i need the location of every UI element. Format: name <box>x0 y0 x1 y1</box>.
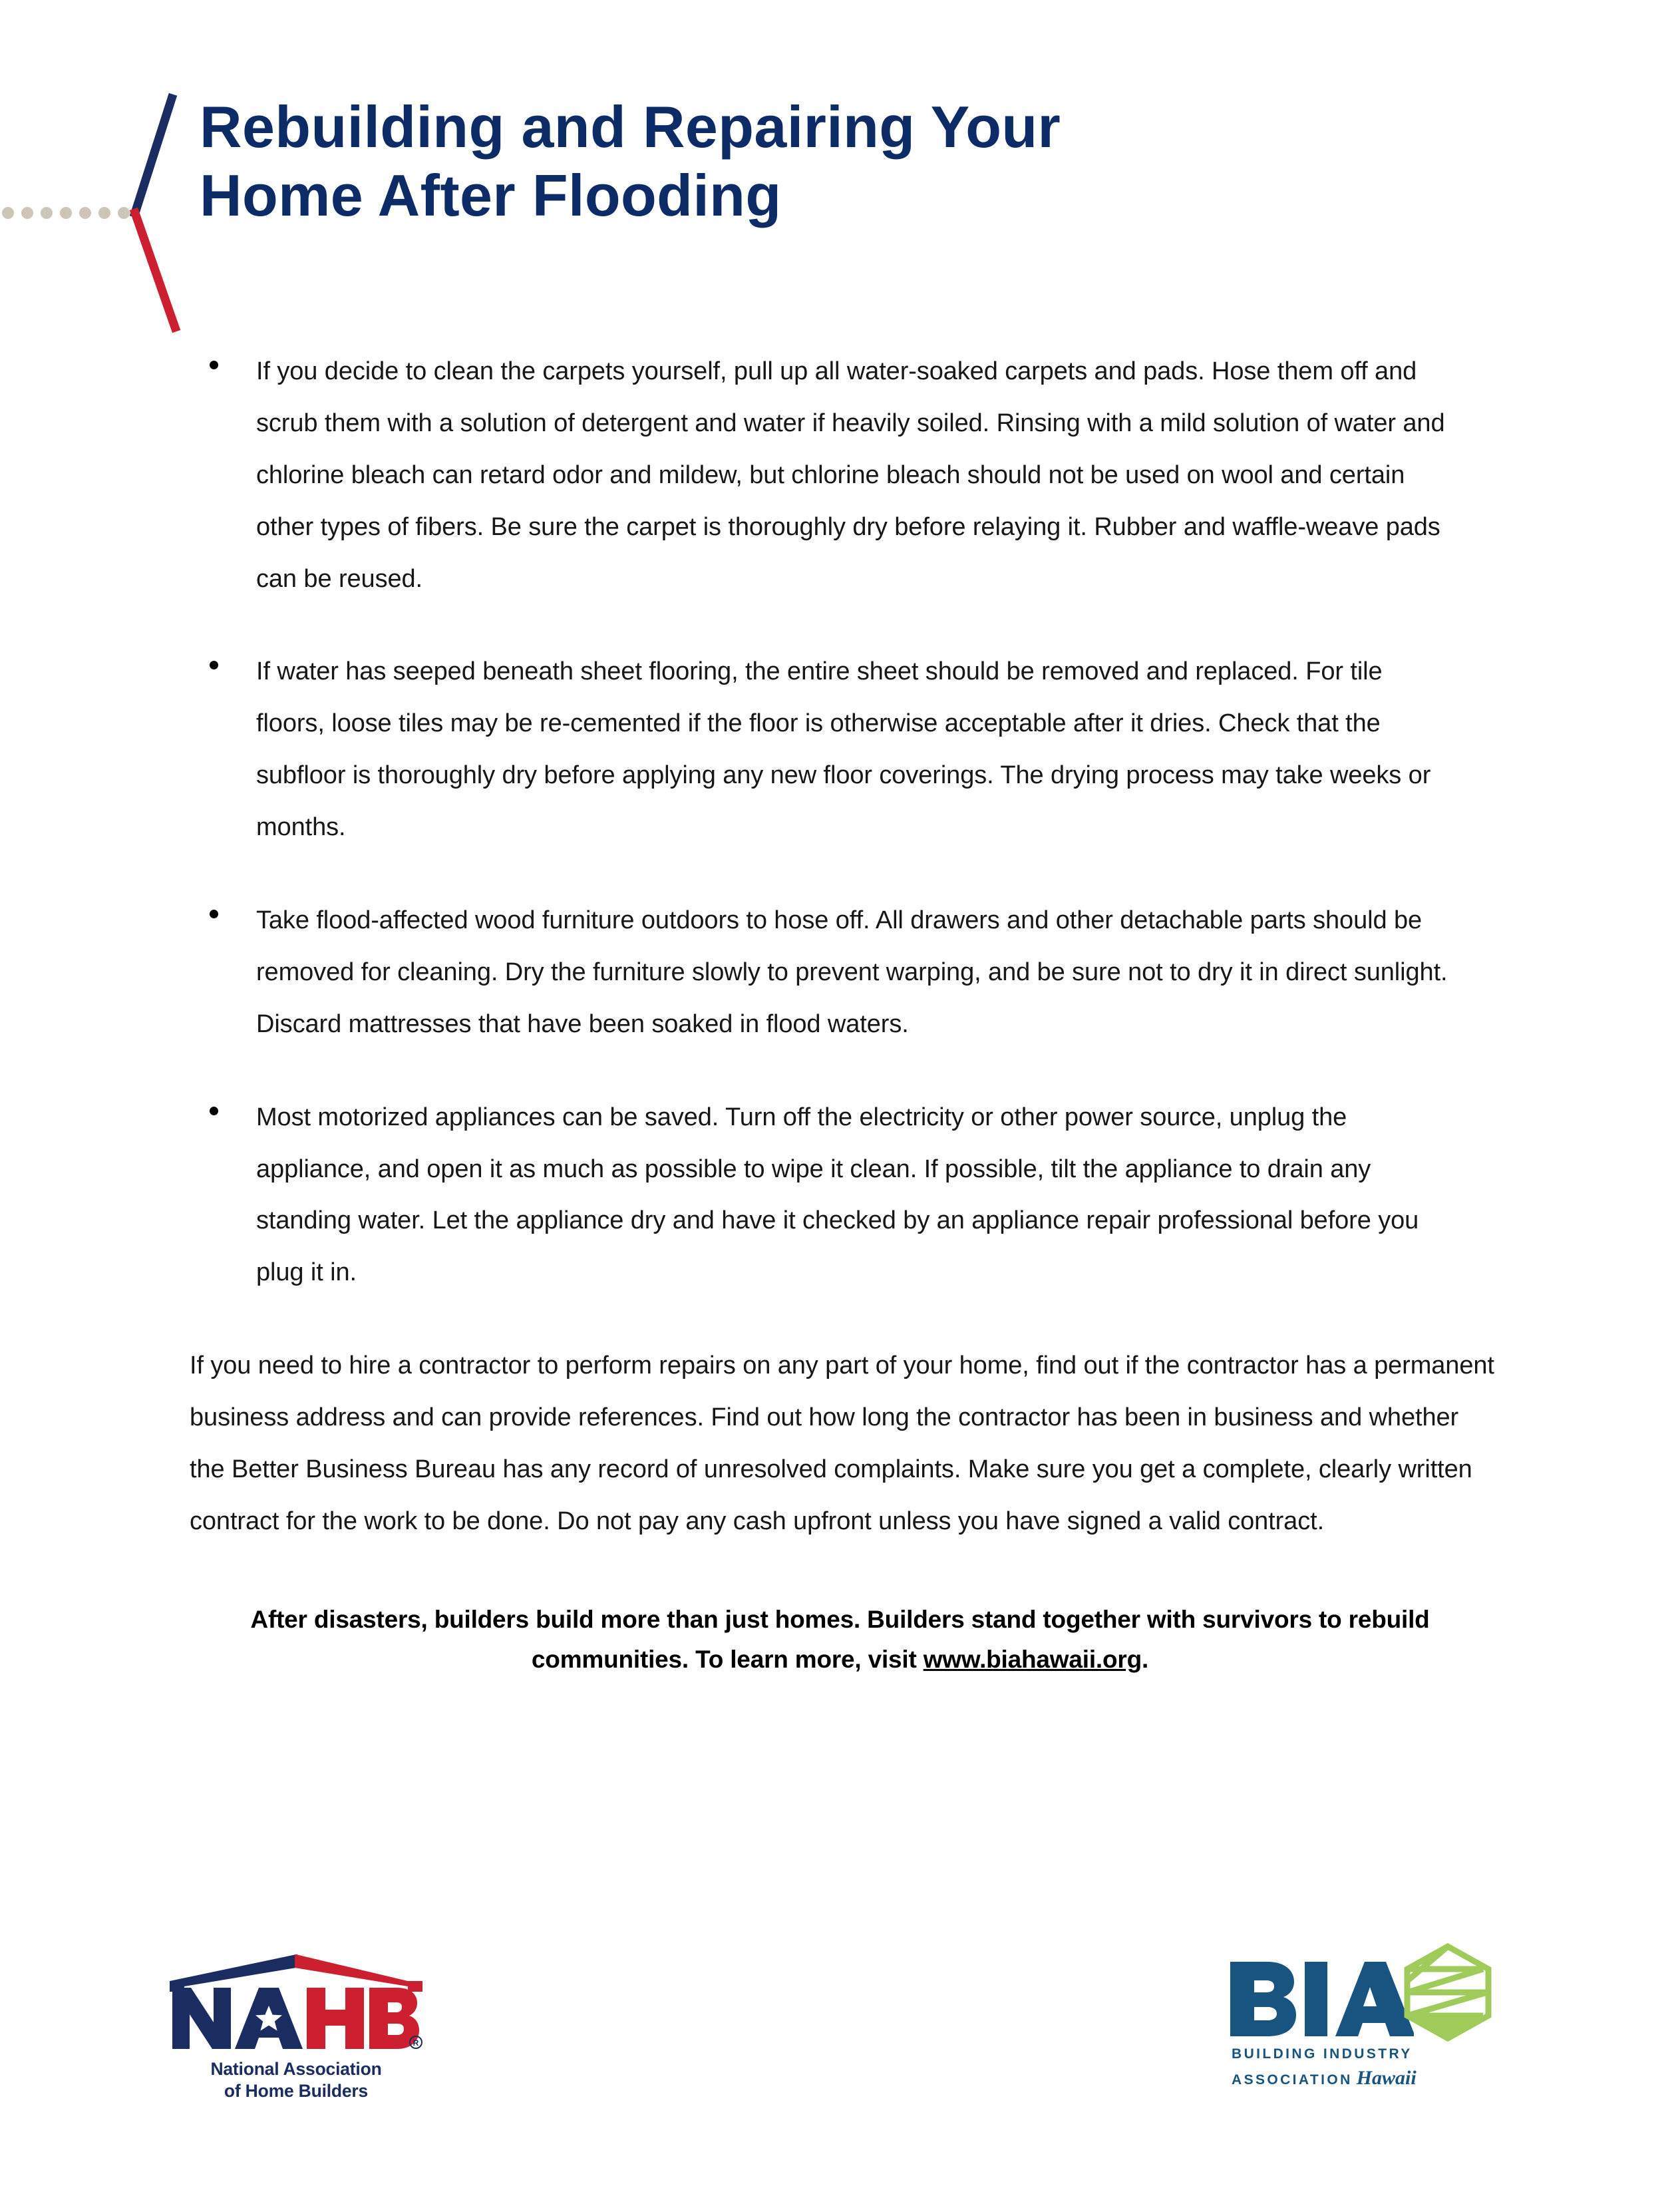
bullet-marker-icon <box>210 1107 218 1115</box>
closing-text-after-link: . <box>1141 1645 1149 1673</box>
bullet-marker-icon <box>210 361 218 369</box>
nahb-subtitle-line-1: National Association <box>210 2059 382 2079</box>
bia-hawaii-script: Hawaii <box>1356 2066 1417 2089</box>
bia-hexagon-icon <box>1402 1943 1494 2042</box>
closing-text-before-link: After disasters, builders build more than just homes. Builders stand together with survivors to rebuild communities. To learn more, visit <box>250 1605 1430 1673</box>
list-item <box>0 895 1494 1051</box>
bia-subtitle-association: ASSOCIATION <box>1232 2072 1353 2088</box>
chevron-accent-decoration <box>0 73 200 346</box>
nahb-subtitle <box>170 2058 422 2103</box>
bia-subtitle <box>1232 2044 1458 2092</box>
nahb-wordmark <box>170 1985 422 2052</box>
contractor-paragraph-text: If you need to hire a contractor to perform repairs on any part of your home, find out if the contractor has a permanent business address and can provide references. Find out how long the contractor has been in business and whether the Better Business Bureau has any record of unresolved complaints. Make sure you get a complete, clearly written contract for the work to be done. Do not pay any cash upfront unless you have signed a valid contract. <box>190 1352 1494 1535</box>
closing-statement-text <box>200 1600 1480 1680</box>
list-item-text: Most motorized appliances can be saved. Turn off the electricity or other power source, unplug the appliance, and open it as much as possible to wipe it clean. If possible, tilt the appliance to drain any standing water. Let the appliance dry and have it checked by an appliance repair professional before you plug it in. <box>256 1103 1419 1287</box>
closing-statement <box>0 1600 1680 1680</box>
nahb-subtitle-line-2: of Home Builders <box>224 2081 369 2102</box>
nahb-logo <box>170 1953 422 2139</box>
bullet-marker-icon <box>210 661 218 669</box>
list-item-text: If you decide to clean the carpets yourself, pull up all water-soaked carpets and pads. Hose them off and scrub them with a solution of detergent and water if heavily soiled. Rinsing with a mild solution of water and chlorine bleach can retard odor and mildew, but chlorine bleach should not be used on wool and certain other types of fibers. Be sure the carpet is thoroughly dry before relaying it. Rubber and waffle-weave pads can be reused. <box>256 357 1445 593</box>
page-title <box>200 93 1464 230</box>
bia-subtitle-line-2 <box>1232 2064 1458 2093</box>
bullet-marker-icon <box>210 910 218 918</box>
list-item <box>0 1092 1494 1300</box>
document-body <box>0 346 1680 1680</box>
list-item <box>0 346 1494 605</box>
footer-logos <box>0 1930 1680 2196</box>
svg-text:R: R <box>413 2038 419 2048</box>
bia-subtitle-line-1: BUILDING INDUSTRY <box>1232 2046 1413 2062</box>
contractor-paragraph <box>0 1340 1680 1548</box>
tips-bullet-list <box>0 346 1680 1299</box>
list-item <box>0 646 1494 854</box>
page-title-line-1: Rebuilding and Repairing Your <box>200 94 1061 160</box>
bia-wordmark <box>1228 1958 1414 2038</box>
list-item-text: Take flood-affected wood furniture outdoors to hose off. All drawers and other detachable parts should be removed for cleaning. Dry the furniture slowly to prevent warping, and be sure not to dry it in direct sunlight. Discard mattresses that have been soaked in flood waters. <box>256 906 1448 1038</box>
biahawaii-link[interactable]: www.biahawaii.org <box>923 1645 1142 1673</box>
list-item-text: If water has seeped beneath sheet flooring, the entire sheet should be removed and replaced. For tile floors, loose tiles may be re-cemented if the floor is otherwise acceptable after it dries. Check that the subfloor is thoroughly dry before applying any new floor coverings. The drying process may take weeks or months. <box>256 657 1431 842</box>
document-header <box>0 0 1680 346</box>
bia-logo <box>1228 1943 1494 2123</box>
deco-dots <box>2 207 130 219</box>
page-title-line-2: Home After Flooding <box>200 162 782 228</box>
